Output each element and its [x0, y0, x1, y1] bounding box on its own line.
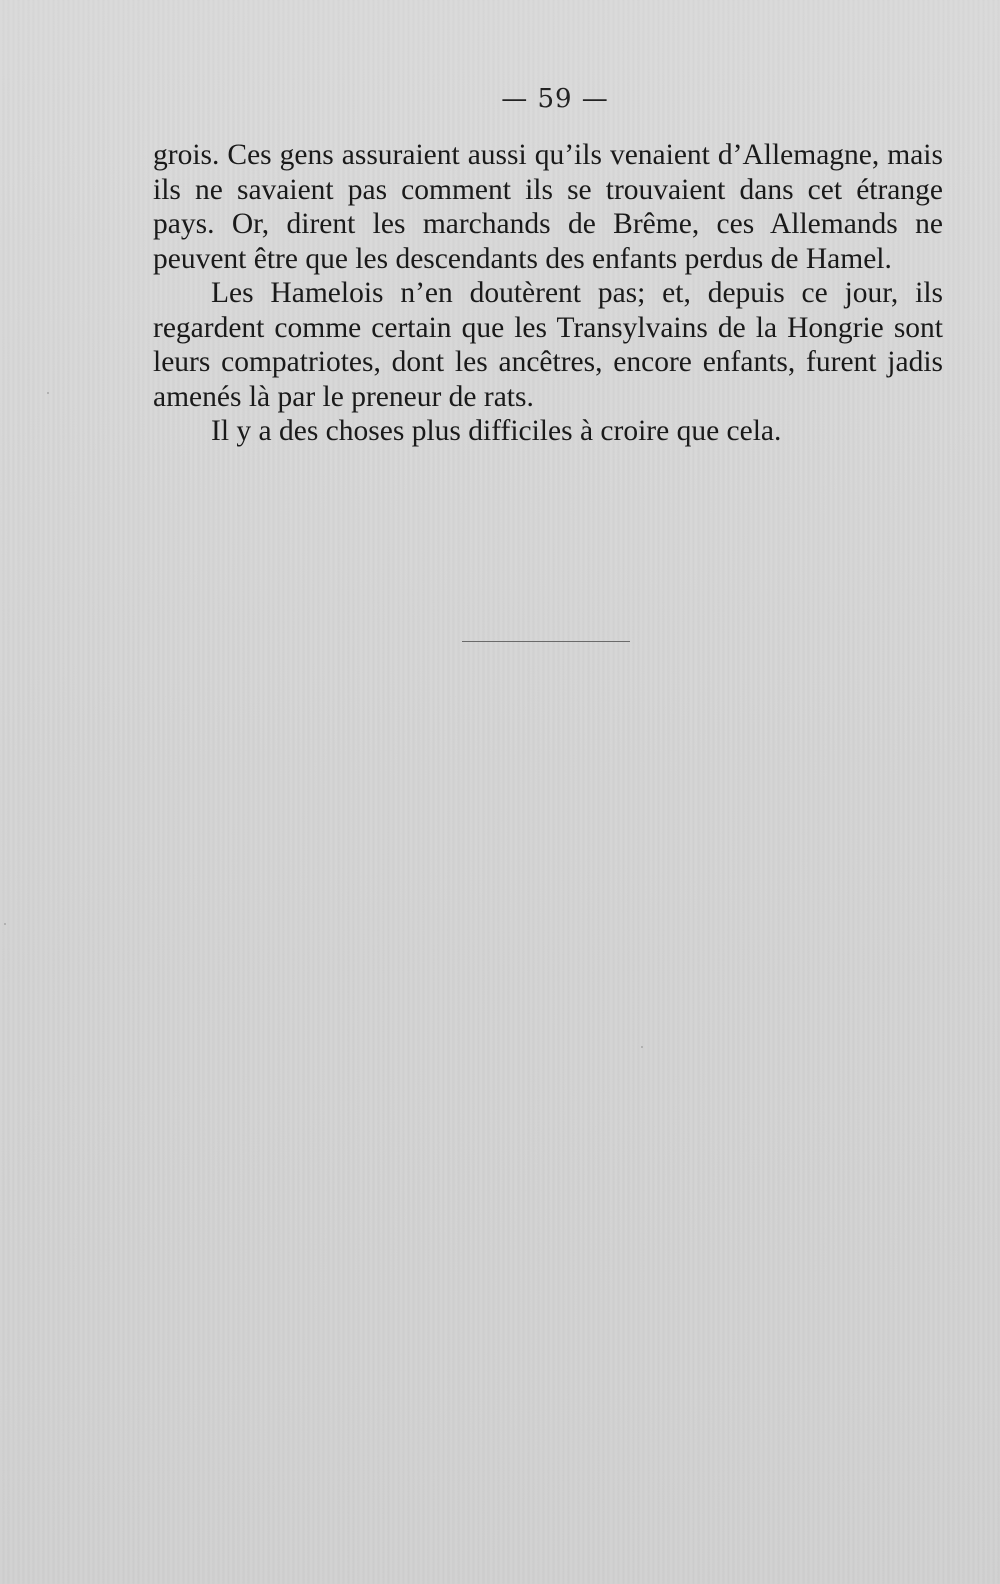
paragraph-continuation: grois. Ces gens assuraient aussi qu’ils venaient d’Allemagne, mais ils ne savaient pas comment ils se trouvaient dans cet étrange pays. Or, dirent les marchands de Brême, ces Allemands ne peuvent être que les descendants des enfants perdus de Hamel. [153, 139, 943, 275]
paragraph-closing: Il y a des choses plus difficiles à croire que cela. [211, 415, 782, 447]
page-number: — 59 — [501, 84, 609, 114]
paragraph-hamelois: Les Hamelois n’en doutèrent pas; et, depuis ce jour, ils regardent comme certain que les Transylvains de la Hongrie sont leurs compatriotes, dont les ancêtres, encore enfants, furent jadis amenés là par le preneur de rats. [153, 277, 943, 413]
paper-speck [47, 392, 49, 394]
end-rule [462, 641, 630, 642]
body-text [153, 138, 943, 449]
paper-speck [641, 1046, 643, 1048]
paper-speck [4, 923, 6, 925]
